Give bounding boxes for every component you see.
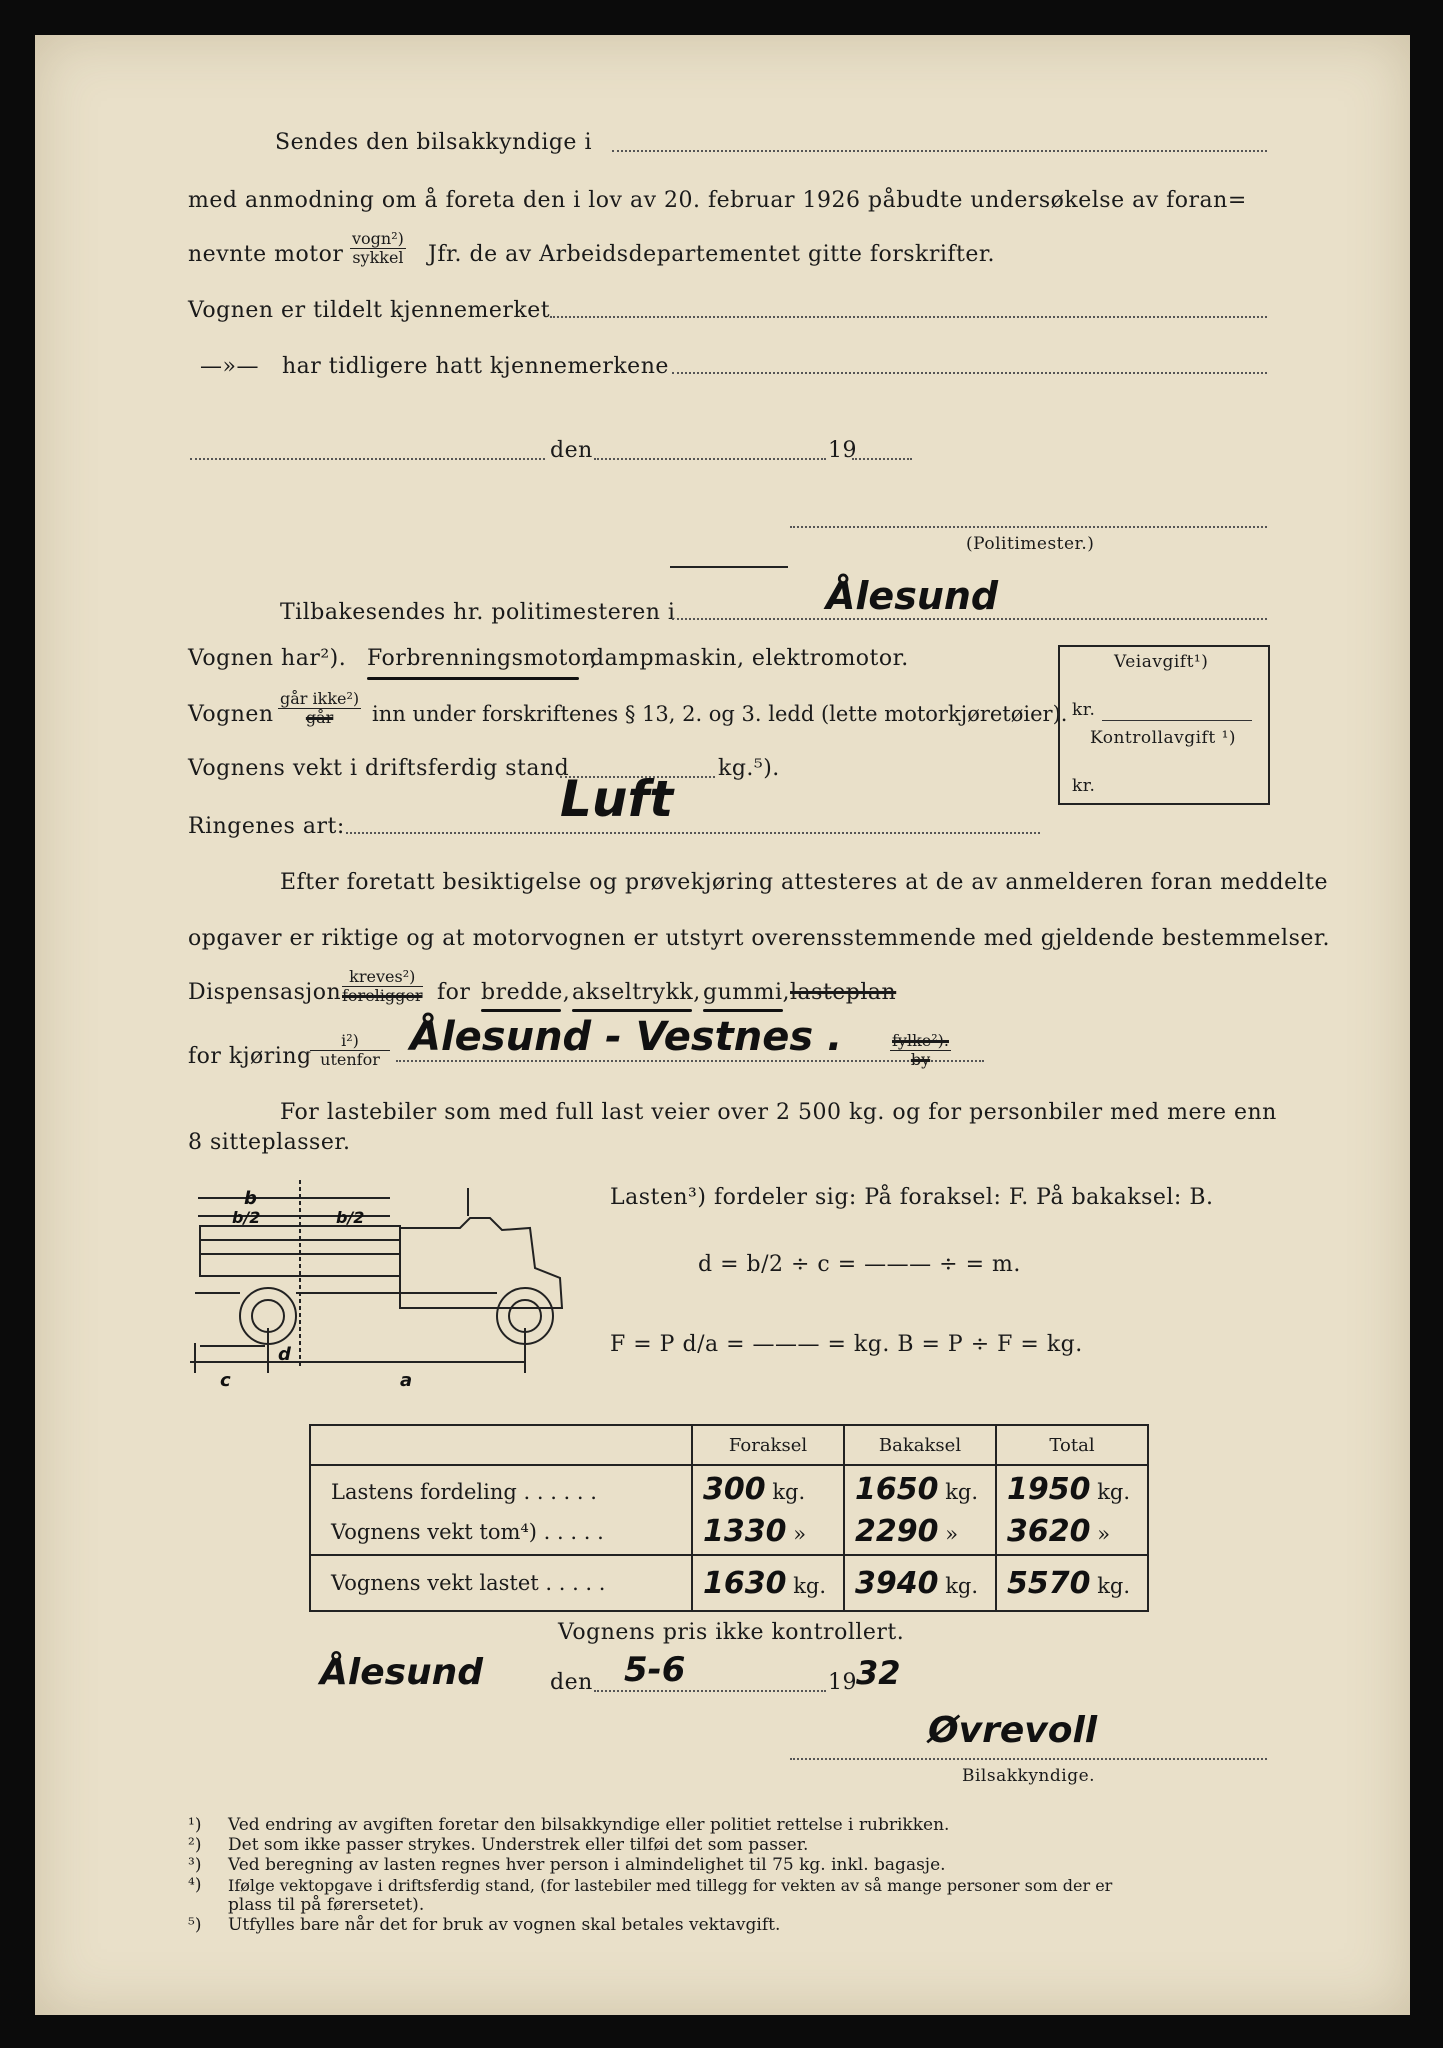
forbrenning-underline: [367, 677, 579, 680]
diagram-label-b2-right: b/2: [336, 1208, 365, 1227]
diagram-label-a: a: [400, 1370, 413, 1391]
bredde-underline: [481, 1009, 561, 1012]
cell-unit: kg.: [945, 1480, 979, 1504]
signature: Øvrevoll: [928, 1710, 1098, 1751]
pris-text: Vognens pris ikke kontrollert.: [558, 1620, 905, 1645]
cell-unit: kg.: [772, 1480, 806, 1504]
gummi-underline: [703, 1009, 783, 1012]
lasten-text: Lasten³) fordeler sig: På foraksel: F. På bakaksel: B.: [610, 1185, 1214, 1210]
cell-unit: »: [945, 1522, 959, 1546]
ring-type-handwritten: Luft: [560, 770, 674, 828]
sykkel-label: sykkel: [352, 248, 404, 267]
footnote-mark: ⁴): [188, 1875, 202, 1895]
attest-line-2: opgaver er riktige og at motorvognen er utstyrt overensstemmende med gjeldende bestemmelser.: [188, 926, 1330, 951]
fylke-by-fraction: [890, 1032, 951, 1069]
cell-unit: kg.: [1097, 1480, 1131, 1504]
row-label-lastet: Vognens vekt lastet . . . . .: [310, 1555, 692, 1611]
bakaksel-cells: [844, 1465, 996, 1555]
formula-f: F = P d/a = ——— = kg. B = P ÷ F = kg.: [610, 1332, 1083, 1357]
tildelt-line: [550, 316, 1267, 318]
cell-unit: kg.: [1097, 1573, 1131, 1598]
divider: [670, 566, 788, 568]
politimester-label: (Politimester.): [966, 534, 1095, 554]
year-line: [852, 458, 912, 460]
cell-unit: »: [793, 1522, 807, 1546]
footer-den: den: [550, 1670, 593, 1695]
header-foraksel: Foraksel: [692, 1425, 844, 1465]
diagram-label-c: c: [220, 1370, 231, 1391]
gar-fraction: [278, 690, 361, 727]
lasteplan-option: lasteplan: [790, 980, 897, 1005]
table-row: [310, 1555, 1148, 1611]
kr-label-1: kr.: [1072, 700, 1096, 720]
cell-value: 5570: [1007, 1565, 1091, 1601]
kr-label-2: kr.: [1072, 776, 1096, 796]
fylke-label: fylke²).: [892, 1031, 949, 1050]
tidligere-line: [672, 372, 1267, 374]
place-line: [190, 458, 545, 460]
year-label: 19: [828, 438, 857, 463]
vognen-har-label: Vognen har²).: [188, 646, 347, 671]
footnote-text: Utfylles bare når det for bruk av vognen skal betales vektavgift.: [228, 1915, 781, 1935]
jfr-text: Jfr. de av Arbeidsdepartementet gitte forskrifter.: [428, 242, 996, 267]
dispensasjon-label: Dispensasjon: [188, 980, 342, 1005]
cell-value: 1950: [1007, 1472, 1091, 1507]
table-corner: [310, 1425, 692, 1465]
foreligger-label: foreligger: [342, 986, 423, 1005]
vognen-label: Vognen: [188, 702, 274, 727]
footer-date-handwritten: 5-6: [624, 1650, 686, 1690]
footnote-text: Det som ikke passer strykes. Understrek eller tilføi det som passer.: [228, 1835, 809, 1855]
sendes-label: Sendes den bilsakkyndige i: [275, 130, 592, 155]
anmodning-text: med anmodning om å foreta den i lov av 20. februar 1926 påbudte undersøkelse av foran=: [188, 188, 1247, 213]
weight-table: [309, 1424, 1149, 1612]
cell-value: 1630: [703, 1565, 787, 1601]
ringenes-label: Ringenes art:: [188, 814, 345, 839]
cell-unit: »: [1097, 1522, 1111, 1546]
kreves-label: kreves²): [342, 968, 423, 987]
bilsakkyndige-label: Bilsakkyndige.: [962, 1766, 1096, 1786]
sendes-line: [612, 150, 1267, 152]
by-label: by: [910, 1050, 931, 1069]
bredde-option: bredde,: [481, 980, 571, 1005]
footnote-text: Ifølge vektopgave i driftsferdig stand, (for lastebiler med tillegg for vekten av så mange personer som der er: [228, 1876, 1113, 1895]
vogn-label: vogn²): [352, 229, 404, 248]
cell-value: 3940: [855, 1565, 939, 1601]
vogn-sykkel-fraction: [350, 230, 406, 267]
veiavgift-line: [1102, 720, 1252, 721]
diagram-label-d: d: [278, 1344, 291, 1365]
kontrollavgift-label: Kontrollavgift ¹): [1090, 728, 1237, 748]
tidligere-label: har tidligere hatt kjennemerkene: [282, 354, 669, 379]
formula-d: d = b/2 ÷ c = ——— ÷ = m.: [698, 1252, 1021, 1277]
tidligere-dash: —»—: [200, 354, 259, 379]
cell-foraksel-lastet: [692, 1555, 844, 1611]
row-label-lastens: Lastens fordeling . . . . . .: [331, 1480, 597, 1504]
footer-year-handwritten: 32: [856, 1654, 901, 1692]
table-row: [310, 1465, 1148, 1555]
route-handwritten: Ålesund - Vestnes .: [410, 1014, 843, 1060]
footnote-text: plass til på førersetet).: [228, 1895, 425, 1915]
kreves-fraction: [342, 968, 423, 1005]
header-total: Total: [996, 1425, 1148, 1465]
den-label: den: [550, 438, 593, 463]
nevnte-label: nevnte motor: [188, 242, 344, 267]
gummi-option: gummi,: [703, 980, 791, 1005]
for-kjoring-label: for kjøring: [188, 1044, 312, 1069]
akseltrykk-option: akseltrykk,: [572, 980, 701, 1005]
tildelt-label: Vognen er tildelt kjennemerket: [188, 298, 551, 323]
cell-value: 2290: [855, 1514, 939, 1549]
utenfor-label: utenfor: [320, 1050, 380, 1069]
diagram-label-b2-left: b/2: [232, 1208, 261, 1227]
gar-ikke-label: går ikke²): [280, 689, 360, 708]
vekt-unit: kg.⁵).: [718, 756, 780, 781]
foraksel-cells: [692, 1465, 844, 1555]
footer-place-handwritten: Ålesund: [320, 1652, 484, 1693]
total-cells: [996, 1465, 1148, 1555]
cell-unit: kg.: [945, 1573, 979, 1598]
tilbakesendes-line: [672, 618, 1267, 620]
cell-value: 300: [703, 1472, 766, 1507]
footnote-mark: ³): [188, 1855, 202, 1875]
tilbakesendes-label: Tilbakesendes hr. politimesteren i: [280, 600, 676, 625]
gar-label: går: [305, 708, 334, 727]
dispensasjon-for: for: [437, 980, 471, 1005]
footnote-text: Ved endring av avgiften foretar den bilsakkyndige eller politiet rettelse i rubrikken.: [228, 1815, 950, 1835]
cell-total-lastet: [996, 1555, 1148, 1611]
attest-line-1: Efter foretatt besiktigelse og prøvekjøring attesteres at de av anmelderen foran meddelte: [280, 870, 1329, 895]
politimester-line: [790, 526, 1267, 528]
date-line: [594, 458, 826, 460]
truck-cab: [400, 1218, 562, 1308]
signature-line: [790, 1758, 1267, 1760]
inn-under-text: inn under forskriftenes § 13, 2. og 3. ledd (lette motorkjøretøier).: [372, 702, 1068, 726]
footnote-text: Ved beregning av lasten regnes hver person i almindelighet til 75 kg. inkl. bagasje.: [228, 1855, 946, 1875]
cell-value: 3620: [1007, 1514, 1091, 1549]
diagram-label-b: b: [244, 1188, 257, 1209]
vekt-label: Vognens vekt i driftsferdig stand: [188, 756, 570, 781]
ringenes-line: [346, 832, 1040, 834]
footnote-mark: ²): [188, 1835, 202, 1855]
return-place-handwritten: Ålesund: [826, 574, 999, 618]
footer-year-print: 19: [828, 1670, 857, 1695]
row-label-tom: Vognens vekt tom⁴) . . . . .: [331, 1520, 604, 1544]
i-label: i²): [310, 1032, 390, 1051]
lastebil-line-1: For lastebiler som med full last veier over 2 500 kg. og for personbiler med mere enn: [280, 1100, 1277, 1125]
header-bakaksel: Bakaksel: [844, 1425, 996, 1465]
i-utenfor-fraction: [310, 1032, 390, 1069]
cell-value: 1330: [703, 1514, 787, 1549]
veiavgift-label: Veiavgift¹): [1114, 652, 1209, 672]
cell-value: 1650: [855, 1472, 939, 1507]
row-labels: [310, 1465, 692, 1555]
akseltrykk-underline: [572, 1009, 692, 1012]
footnote-mark: ⁵): [188, 1915, 202, 1935]
footnote-mark: ¹): [188, 1815, 202, 1835]
footer-date-line: [594, 1690, 826, 1692]
cell-bakaksel-lastet: [844, 1555, 996, 1611]
cell-unit: kg.: [793, 1573, 827, 1598]
lastebil-line-2: 8 sitteplasser.: [188, 1130, 351, 1155]
forbrenning-label: Forbrenningsmotor,: [367, 646, 598, 671]
motor-options: dampmaskin, elektromotor.: [590, 646, 909, 671]
